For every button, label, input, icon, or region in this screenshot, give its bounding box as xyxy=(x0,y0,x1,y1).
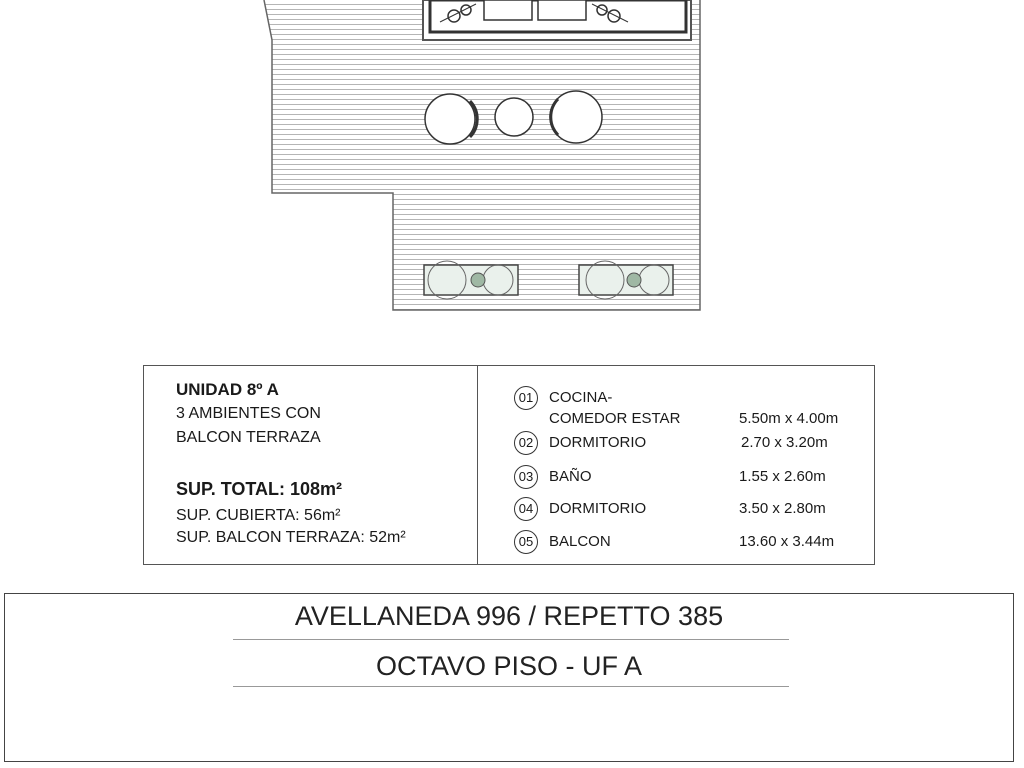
unit-description-line2: BALCON TERRAZA xyxy=(176,429,321,446)
floor-title: OCTAVO PISO - UF A xyxy=(375,651,643,681)
patio-table-set xyxy=(425,91,602,144)
title-rule xyxy=(233,686,789,687)
address-title: AVELLANEDA 996 / REPETTO 385 xyxy=(294,601,724,631)
unit-title: UNIDAD 8º A xyxy=(176,380,279,399)
room-name: DORMITORIO xyxy=(549,500,647,517)
room-number-badge: 03 xyxy=(514,465,538,489)
sup-cubierta: SUP. CUBIERTA: 56m² xyxy=(176,507,341,524)
room-dimensions: 3.50 x 2.80m xyxy=(739,500,826,517)
legend-divider xyxy=(477,366,478,564)
room-name: BAÑO xyxy=(549,468,592,485)
floor-plan-drawing xyxy=(0,0,1024,340)
room-number-badge: 02 xyxy=(514,431,538,455)
unit-description-line1: 3 AMBIENTES CON xyxy=(176,405,321,422)
appliance-left xyxy=(484,0,532,20)
sup-total: SUP. TOTAL: 108m² xyxy=(176,479,343,499)
terrace-outline xyxy=(264,0,700,310)
room-number-badge: 04 xyxy=(514,497,538,521)
room-number-badge: 05 xyxy=(514,530,538,554)
room-dimensions: 5.50m x 4.00m xyxy=(739,410,839,427)
legend-box xyxy=(143,365,875,565)
room-name-line2: COMEDOR ESTAR xyxy=(549,410,681,427)
room-dimensions: 13.60 x 3.44m xyxy=(739,533,835,550)
appliance-right xyxy=(538,0,586,20)
title-rule xyxy=(233,639,789,640)
room-dimensions: 1.55 x 2.60m xyxy=(739,468,826,485)
planter-right xyxy=(579,261,673,299)
room-dimensions: 2.70 x 3.20m xyxy=(741,434,828,451)
planter-left xyxy=(424,261,518,299)
room-name: DORMITORIO xyxy=(549,434,647,451)
room-number-badge: 01 xyxy=(514,386,538,410)
sup-balcon-terraza: SUP. BALCON TERRAZA: 52m² xyxy=(176,529,406,546)
room-name: BALCON xyxy=(549,533,611,550)
title-block xyxy=(4,593,1014,762)
room-name: COCINA- xyxy=(549,389,613,406)
